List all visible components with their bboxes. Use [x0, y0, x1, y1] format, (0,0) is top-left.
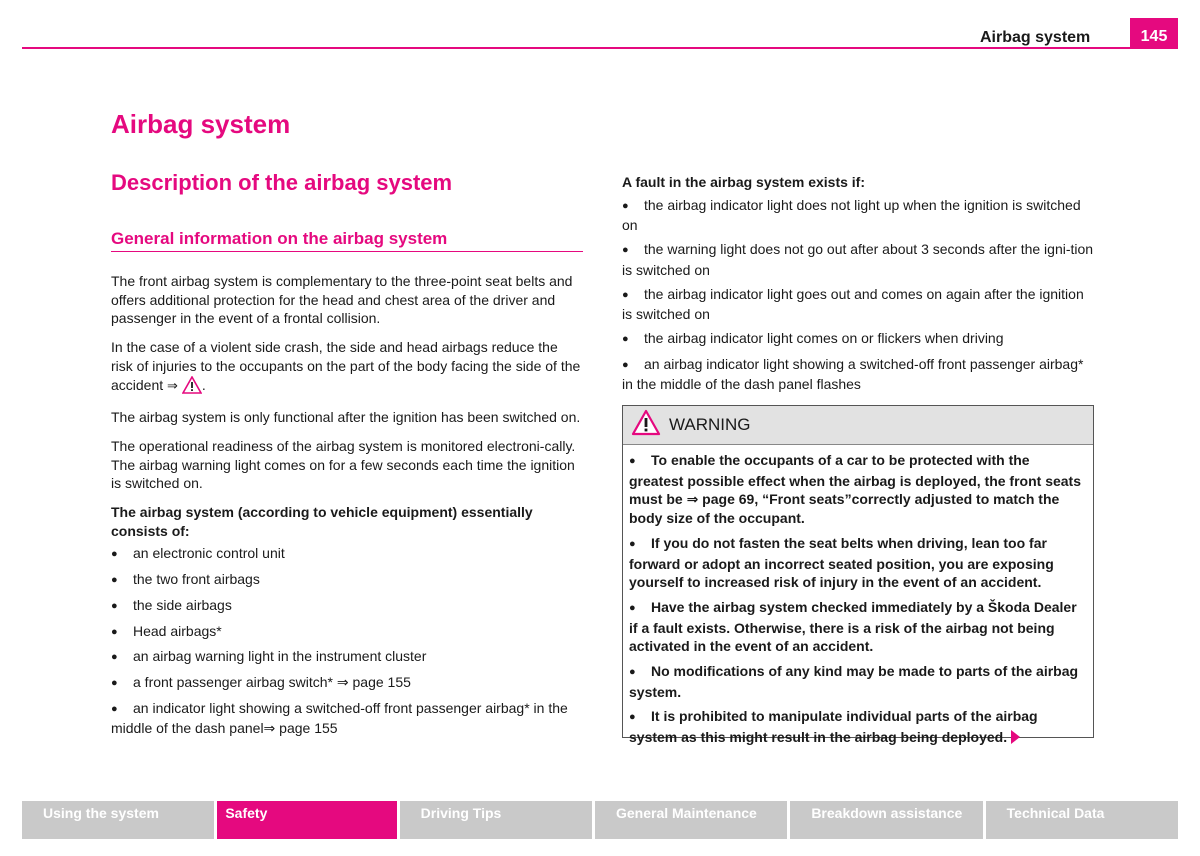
subsection-title: General information on the airbag system	[111, 229, 583, 252]
fault-item: ● the airbag indicator light does not light up when the ignition is switched on	[622, 196, 1081, 234]
page-number-badge: 145	[1130, 18, 1178, 49]
tab-general-maintenance[interactable]: General Maintenance	[595, 801, 787, 839]
paragraph-side-crash-end: .	[201, 376, 206, 393]
bullet-icon: ●	[111, 702, 118, 715]
header-rule	[22, 47, 1178, 49]
fault-heading: A fault in the airbag system exists if:	[622, 174, 865, 190]
warning-body	[623, 445, 1093, 747]
left-column	[111, 272, 583, 743]
list-item: ● a front passenger airbag switch* ⇒ page 155	[111, 673, 583, 694]
bullet-icon: ●	[629, 711, 636, 724]
list-item: ● the side airbags	[111, 596, 583, 617]
cross-reference-arrow[interactable]: ⇒	[167, 377, 178, 393]
continue-arrow-icon[interactable]	[1011, 730, 1020, 744]
paragraph-side-crash	[111, 338, 583, 398]
bullet-icon: ●	[111, 651, 118, 664]
warning-item: ● If you do not fasten the seat belts when driving, lean too far forward or adopt an incorrect seated position, you are exposing yourself to increased risk of injury in the event of an accident.	[629, 534, 1054, 591]
bullet-icon: ●	[622, 288, 629, 301]
paragraph-monitoring: The operational readiness of the airbag system is monitored electroni-cally. The airbag warning light comes on for a few seconds each time the ignition is switched on.	[111, 437, 576, 492]
running-header-title: Airbag system	[980, 29, 1091, 46]
warning-header	[623, 406, 1093, 445]
right-column	[622, 173, 1095, 399]
bullet-icon: ●	[629, 537, 636, 550]
bullet-icon: ●	[629, 601, 636, 614]
tab-technical-data[interactable]: Technical Data	[986, 801, 1178, 839]
bullet-icon: ●	[629, 666, 636, 679]
paragraph-side-crash-text: In the case of a violent side crash, the side and head airbags reduce the risk of injuries to the occupants on the part of the body facing the side of the accident	[111, 339, 581, 393]
fault-item: ● the airbag indicator light comes on or flickers when driving	[622, 329, 1095, 350]
bullet-icon: ●	[111, 574, 118, 587]
warning-item: ● No modifications of any kind may be made to parts of the airbag system.	[629, 663, 1079, 700]
list-item: ● Head airbags*	[111, 622, 583, 643]
section-title: Description of the airbag system	[111, 170, 453, 195]
warning-item: ● Have the airbag system checked immediately by a Škoda Dealer if a fault exists. Otherwise, there is a risk of the airbag not being activated in the event of an accident.	[629, 598, 1077, 655]
fault-item: ● the warning light does not go out after about 3 seconds after the igni-tion is switched on	[622, 241, 1094, 278]
list-item: ● an electronic control unit	[111, 544, 583, 565]
warning-box	[622, 405, 1094, 746]
warning-label: WARNING	[669, 415, 751, 434]
bullet-icon: ●	[629, 455, 636, 467]
warning-triangle-icon	[631, 409, 661, 441]
list-item: ● an airbag warning light in the instrument cluster	[111, 647, 583, 668]
paragraph-ignition: The airbag system is only functional after the ignition has been switched on.	[111, 409, 581, 426]
warning-triangle-icon[interactable]	[182, 376, 202, 399]
fault-item: ● the airbag indicator light goes out and comes on again after the ignition is switched on	[622, 285, 1084, 323]
bullet-icon: ●	[622, 358, 629, 371]
warning-item: ● To enable the occupants of a car to be protected with the greatest possible effect when the airbag is deployed, the front seats must be ⇒ page 69, “Front seats”correctly adjusted to match the body size of the occupant.	[629, 452, 1081, 527]
list-item: ● an indicator light showing a switched-off front passenger airbag* in the middle of the dash panel⇒ page 155	[111, 699, 568, 737]
bullet-icon: ●	[622, 332, 629, 345]
tab-safety[interactable]: Safety	[217, 801, 396, 839]
paragraph-intro: The front airbag system is complementary to the three-point seat belts and offers additional protection for the head and chest area of the driver and passenger in the event of a frontal collision.	[111, 273, 573, 327]
tab-driving-tips[interactable]: Driving Tips	[400, 801, 592, 839]
components-heading: The airbag system (according to vehicle equipment) essentially consists of:	[111, 504, 533, 539]
tab-breakdown-assistance[interactable]: Breakdown assistance	[790, 801, 982, 839]
bullet-icon: ●	[111, 676, 118, 689]
bullet-icon: ●	[622, 244, 629, 257]
fault-item: ● an airbag indicator light showing a switched-off front passenger airbag* in the middle of the dash panel flashes	[622, 355, 1084, 393]
list-item: ● the two front airbags	[111, 570, 583, 591]
bullet-icon: ●	[622, 199, 629, 212]
page-title: Airbag system	[111, 109, 291, 139]
bullet-icon: ●	[111, 548, 118, 561]
tab-using-the-system[interactable]: Using the system	[22, 801, 214, 839]
warning-item: ● It is prohibited to manipulate individual parts of the airbag system as this might result in the airbag being deployed.	[629, 708, 1038, 746]
bullet-icon: ●	[111, 599, 118, 612]
bullet-icon: ●	[111, 625, 118, 638]
footer-tab-bar	[22, 801, 1178, 839]
